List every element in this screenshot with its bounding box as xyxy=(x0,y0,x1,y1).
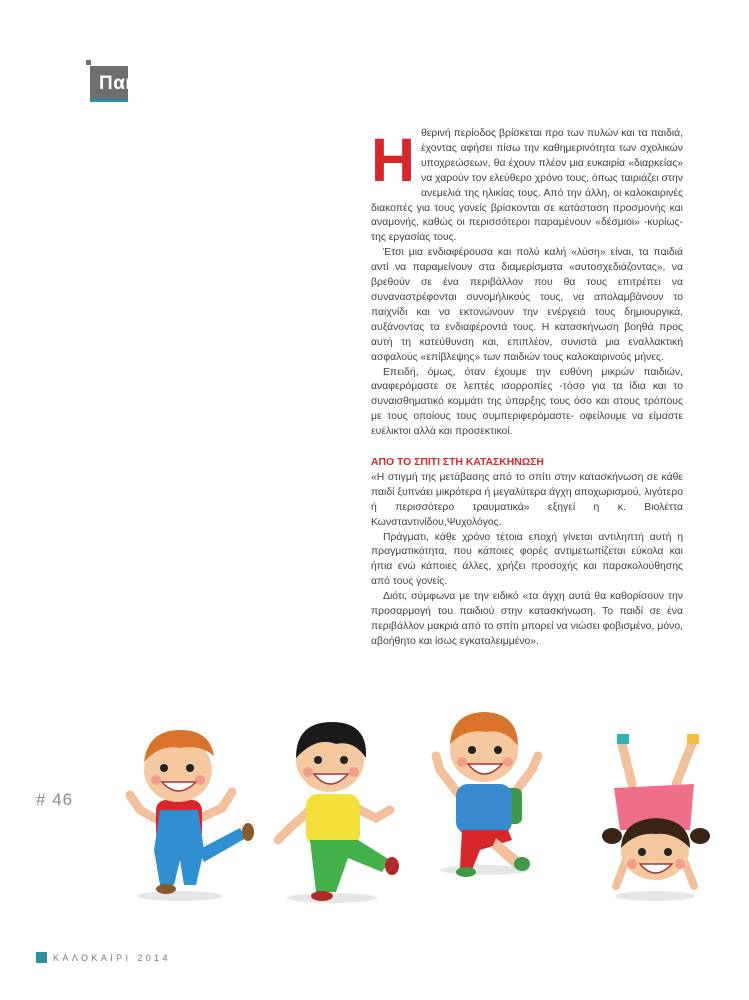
kid-overalls-figure xyxy=(130,730,254,894)
children-illustration xyxy=(100,700,740,915)
section-label: Παιδί xyxy=(90,66,128,99)
article-paragraph-1: θερινή περίοδος βρίσκεται προ των πυλών και τα παιδιά, έχοντας αφήσει πίσω την καθημερινότητα των σχολικών υποχρεώσεων, θα έχουν πλέον μια ευκαιρία «διαρκείας» να χαρούν τον ελεύθερο χρόνο τους, όπως ταιριάζει στην ανεμελιά της ηλικίας τους. Από την άλλη, οι καλοκαιρινές διακοπές για τους γονείς βρίσκονται σε κατάσταση προσμονής και αναμονής, καθώς οι περισσότεροι παραμένουν «δέσμιοι» -κυρίως- της εργασίας τους. xyxy=(371,128,683,244)
footer-square-icon xyxy=(36,952,47,963)
article-paragraph-3: Επειδή, όμως, όταν έχουμε την ευθύνη μικρών παιδιών, αναφερόμαστε σε λεπτές ισορροπίες -τόσο για τα ίδια και το συναισθηματικό κομμάτι της ύπαρξης τους όσο και στους τρόπους με τους οποίους τους συμπεριφερόμαστε- οφείλουμε να είμαστε ευέλικτοι αλλά και προσεκτικοί. xyxy=(371,366,683,438)
article-paragraph-5: Πράγματι, κάθε χρόνο τέτοια εποχή γίνεται αντιληπτή αυτή η πραγματικότητα, που κάποιες φορές αντιμετωπίζεται εύκολα και ήπια ενώ κάποιες άλλες, χρήζει προσοχής και παρακολούθησης από τους γονείς. xyxy=(371,531,683,588)
section-tab xyxy=(90,58,149,102)
footer-issue: ΚΑΛΟΚΑΙΡΙ 2014 xyxy=(53,952,171,963)
kid-handstand-figure xyxy=(602,734,710,886)
article-body xyxy=(371,127,683,650)
article-paragraph-6: Διότι, σύμφωνα με την ειδικό «τα άγχη αυτά θα καθορίσουν την προσαρμογή του παιδιού στην κατασκήνωση. Το παιδί σε ένα περιβάλλον μακριά από το σπίτι μπορεί να νιώσει φοβισμένο, μόνο, αβοήθητο και ίσως εγκαταλειμμένο». xyxy=(371,591,683,647)
drop-cap: Η xyxy=(371,126,416,194)
article-subheading: ΑΠΟ ΤΟ ΣΠΙΤΙ ΣΤΗ ΚΑΤΑΣΚΗΝΩΣΗ xyxy=(371,457,544,469)
kid-backpack-figure xyxy=(436,712,538,877)
page-number: # 46 xyxy=(36,790,74,809)
article-paragraph-4: «Η στιγμή της μετάβασης από το σπίτι στην κατασκήνωση σε κάθε παιδί ξυπνάει μικρότερα ή μεγαλύτερα άγχη αποχωρισμού, λιγότερο ή περισσότερο τραυματικά» εξηγεί η κ. Βιολέττα Κωνσταντινίδου,Ψυχολόγος. xyxy=(371,471,683,528)
footer xyxy=(36,952,171,963)
section-underline xyxy=(90,99,128,102)
article-paragraph-2: Έτσι μια ενδιαφέρουσα και πολύ καλή «λύση» είναι, τα παιδιά αντί να παραμείνουν στα διαμερίσματα «αυτοσχεδιάζοντας», να βρεθούν σε ένα περιβάλλον που θα τους επιτρέπει να συναναστρέφονται συνομήλικούς τους, να απολαμβάνουν το παιχνίδι και να εκτονώνουν την ενέργειά τους δημιουργικά, αυξάνοντας τα ενδιαφέροντά τους. Η κατασκήνωση βοηθά προς αυτή τη κατεύθυνση και, επιπλέον, συνιστά μια εναλλακτική ασφαλούς «επίβλεψης» των παιδιών τους καλοκαιρινούς μήνες. xyxy=(371,247,683,363)
section-tab-square xyxy=(86,60,91,65)
kid-yellow-shirt-figure xyxy=(278,722,399,901)
